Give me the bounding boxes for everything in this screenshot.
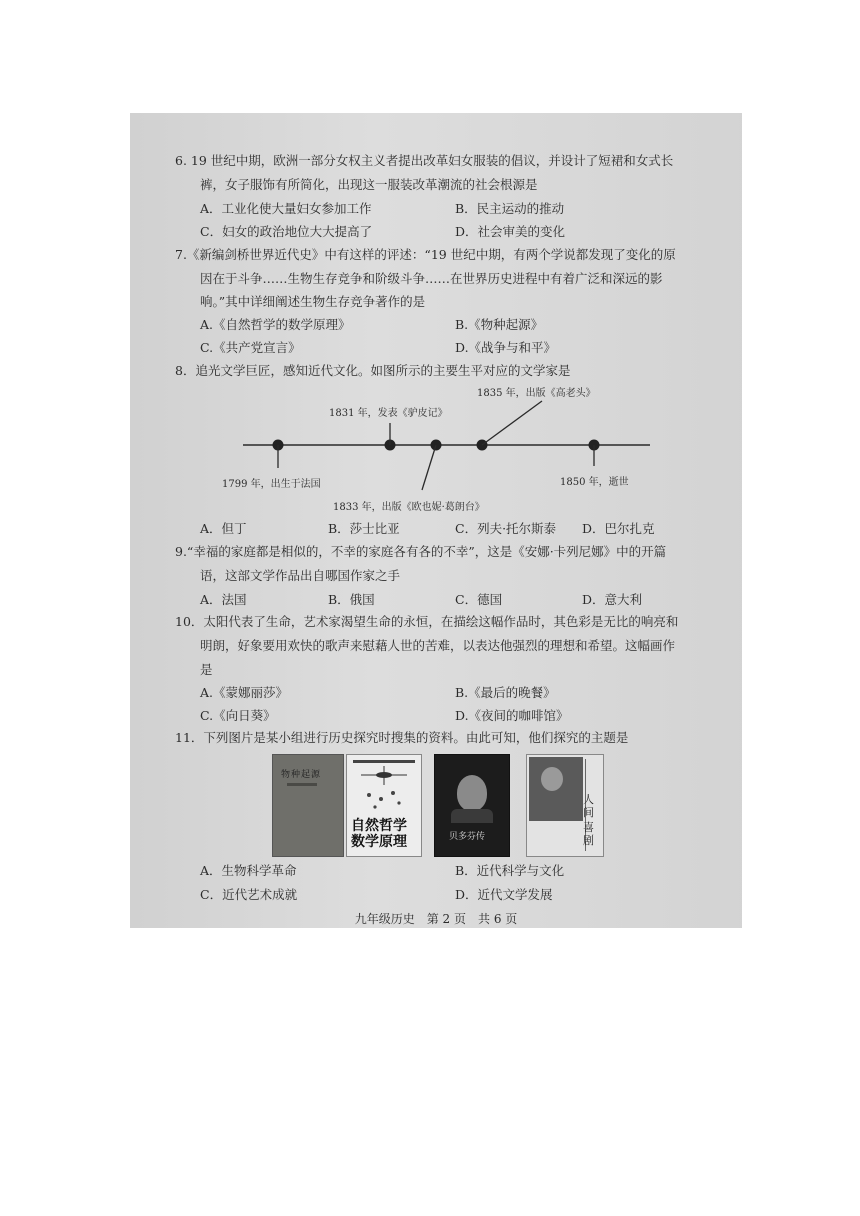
book-title-beethoven: 贝多芬传 bbox=[449, 832, 486, 842]
q6-option-d: D．社会审美的变化 bbox=[455, 224, 566, 239]
book-title-principia-2: 数学原理 bbox=[351, 834, 407, 850]
q11-option-c: C．近代艺术成就 bbox=[200, 887, 298, 902]
q10-option-c: C.《向日葵》 bbox=[200, 708, 276, 723]
timeline-label-1831: 1831 年，发表《驴皮记》 bbox=[329, 408, 448, 419]
q9-stem-line1: 9.“幸福的家庭都是相似的，不幸的家庭各有各的不幸”，这是《安娜·卡列尼娜》中的开篇 bbox=[175, 544, 667, 559]
q6-option-c: C．妇女的政治地位大大提高了 bbox=[200, 224, 373, 239]
book-cover-beethoven bbox=[434, 754, 510, 857]
q7-option-d: D.《战争与和平》 bbox=[455, 340, 557, 355]
q9-option-b: B．俄国 bbox=[328, 592, 375, 607]
book-title-human-comedy-1: 人间 bbox=[583, 793, 594, 819]
q7-stem-line2: 因在于斗争……生物生存竞争和阶级斗争……在世界历史进程中有着广泛和深远的影 bbox=[200, 271, 663, 286]
timeline-label-1850: 1850 年，逝世 bbox=[560, 477, 629, 488]
q8-option-d: D．巴尔扎克 bbox=[582, 521, 655, 536]
q11-option-b: B．近代科学与文化 bbox=[455, 863, 565, 878]
q10-stem-line2: 明朗，好象要用欢快的歌声来慰藉人世的苦难，以表达他强烈的理想和希望。这幅画作 bbox=[200, 638, 676, 653]
q10-option-a: A.《蒙娜丽莎》 bbox=[200, 685, 289, 700]
q9-option-d: D．意大利 bbox=[582, 592, 643, 607]
book-title-principia-1: 自然哲学 bbox=[351, 818, 407, 834]
q11-stem: 11．下列图片是某小组进行历史探究时搜集的资料。由此可知，他们探究的主题是 bbox=[175, 730, 629, 745]
q6-stem-line1: 6. 19 世纪中期，欧洲一部分女权主义者提出改革妇女服装的倡议，并设计了短裙和女式长 bbox=[175, 153, 674, 168]
timeline-label-1799: 1799 年，出生于法国 bbox=[222, 479, 321, 490]
q9-stem-line2: 语，这部文学作品出自哪国作家之手 bbox=[200, 568, 401, 583]
timeline-label-1833: 1833 年，出版《欧也妮·葛朗台》 bbox=[333, 502, 485, 513]
q7-stem-line3: 响。”其中详细阐述生物生存竞争著作的是 bbox=[200, 294, 426, 309]
q10-option-d: D.《夜间的咖啡馆》 bbox=[455, 708, 569, 723]
q8-stem: 8．追光文学巨匠，感知近代文化。如图所示的主要生平对应的文学家是 bbox=[175, 363, 571, 378]
q7-option-b: B.《物种起源》 bbox=[455, 317, 544, 332]
q9-option-c: C．德国 bbox=[455, 592, 503, 607]
book-cover-human-comedy bbox=[526, 754, 604, 857]
book-title-origin: 物种起源 bbox=[281, 770, 322, 780]
q6-option-b: B．民主运动的推动 bbox=[455, 201, 565, 216]
q6-stem-line2: 裤，女子服饰有所简化，出现这一服装改革潮流的社会根源是 bbox=[200, 177, 538, 192]
q10-stem-line1: 10．太阳代表了生命，艺术家渴望生命的永恒，在描绘这幅作品时，其色彩是无比的响亮和 bbox=[175, 614, 679, 629]
q8-option-a: A．但丁 bbox=[200, 521, 247, 536]
q7-stem-line1: 7.《新编剑桥世界近代史》中有这样的评述：“19 世纪中期，有两个学说都发现了变化的原 bbox=[175, 247, 676, 262]
book-title-human-comedy-2: 喜剧 bbox=[583, 821, 594, 847]
page-footer: 九年级历史 第 2 页 共 6 页 bbox=[354, 912, 518, 926]
timeline-label-1835: 1835 年，出版《高老头》 bbox=[477, 388, 596, 399]
exam-page bbox=[130, 113, 742, 928]
book-cover-origin-of-species bbox=[272, 754, 344, 857]
q7-option-a: A.《自然哲学的数学原理》 bbox=[200, 317, 351, 332]
q11-option-a: A．生物科学革命 bbox=[200, 863, 297, 878]
q8-option-c: C．列夫·托尔斯泰 bbox=[455, 521, 557, 536]
q6-option-a: A．工业化使大量妇女参加工作 bbox=[200, 201, 372, 216]
book-cover-principia bbox=[346, 754, 422, 857]
q11-option-d: D．近代文学发展 bbox=[455, 887, 553, 902]
q10-option-b: B.《最后的晚餐》 bbox=[455, 685, 556, 700]
q9-option-a: A．法国 bbox=[200, 592, 247, 607]
q10-stem-line3: 是 bbox=[200, 662, 213, 677]
q8-option-b: B．莎士比亚 bbox=[328, 521, 400, 536]
q7-option-c: C.《共产党宣言》 bbox=[200, 340, 301, 355]
